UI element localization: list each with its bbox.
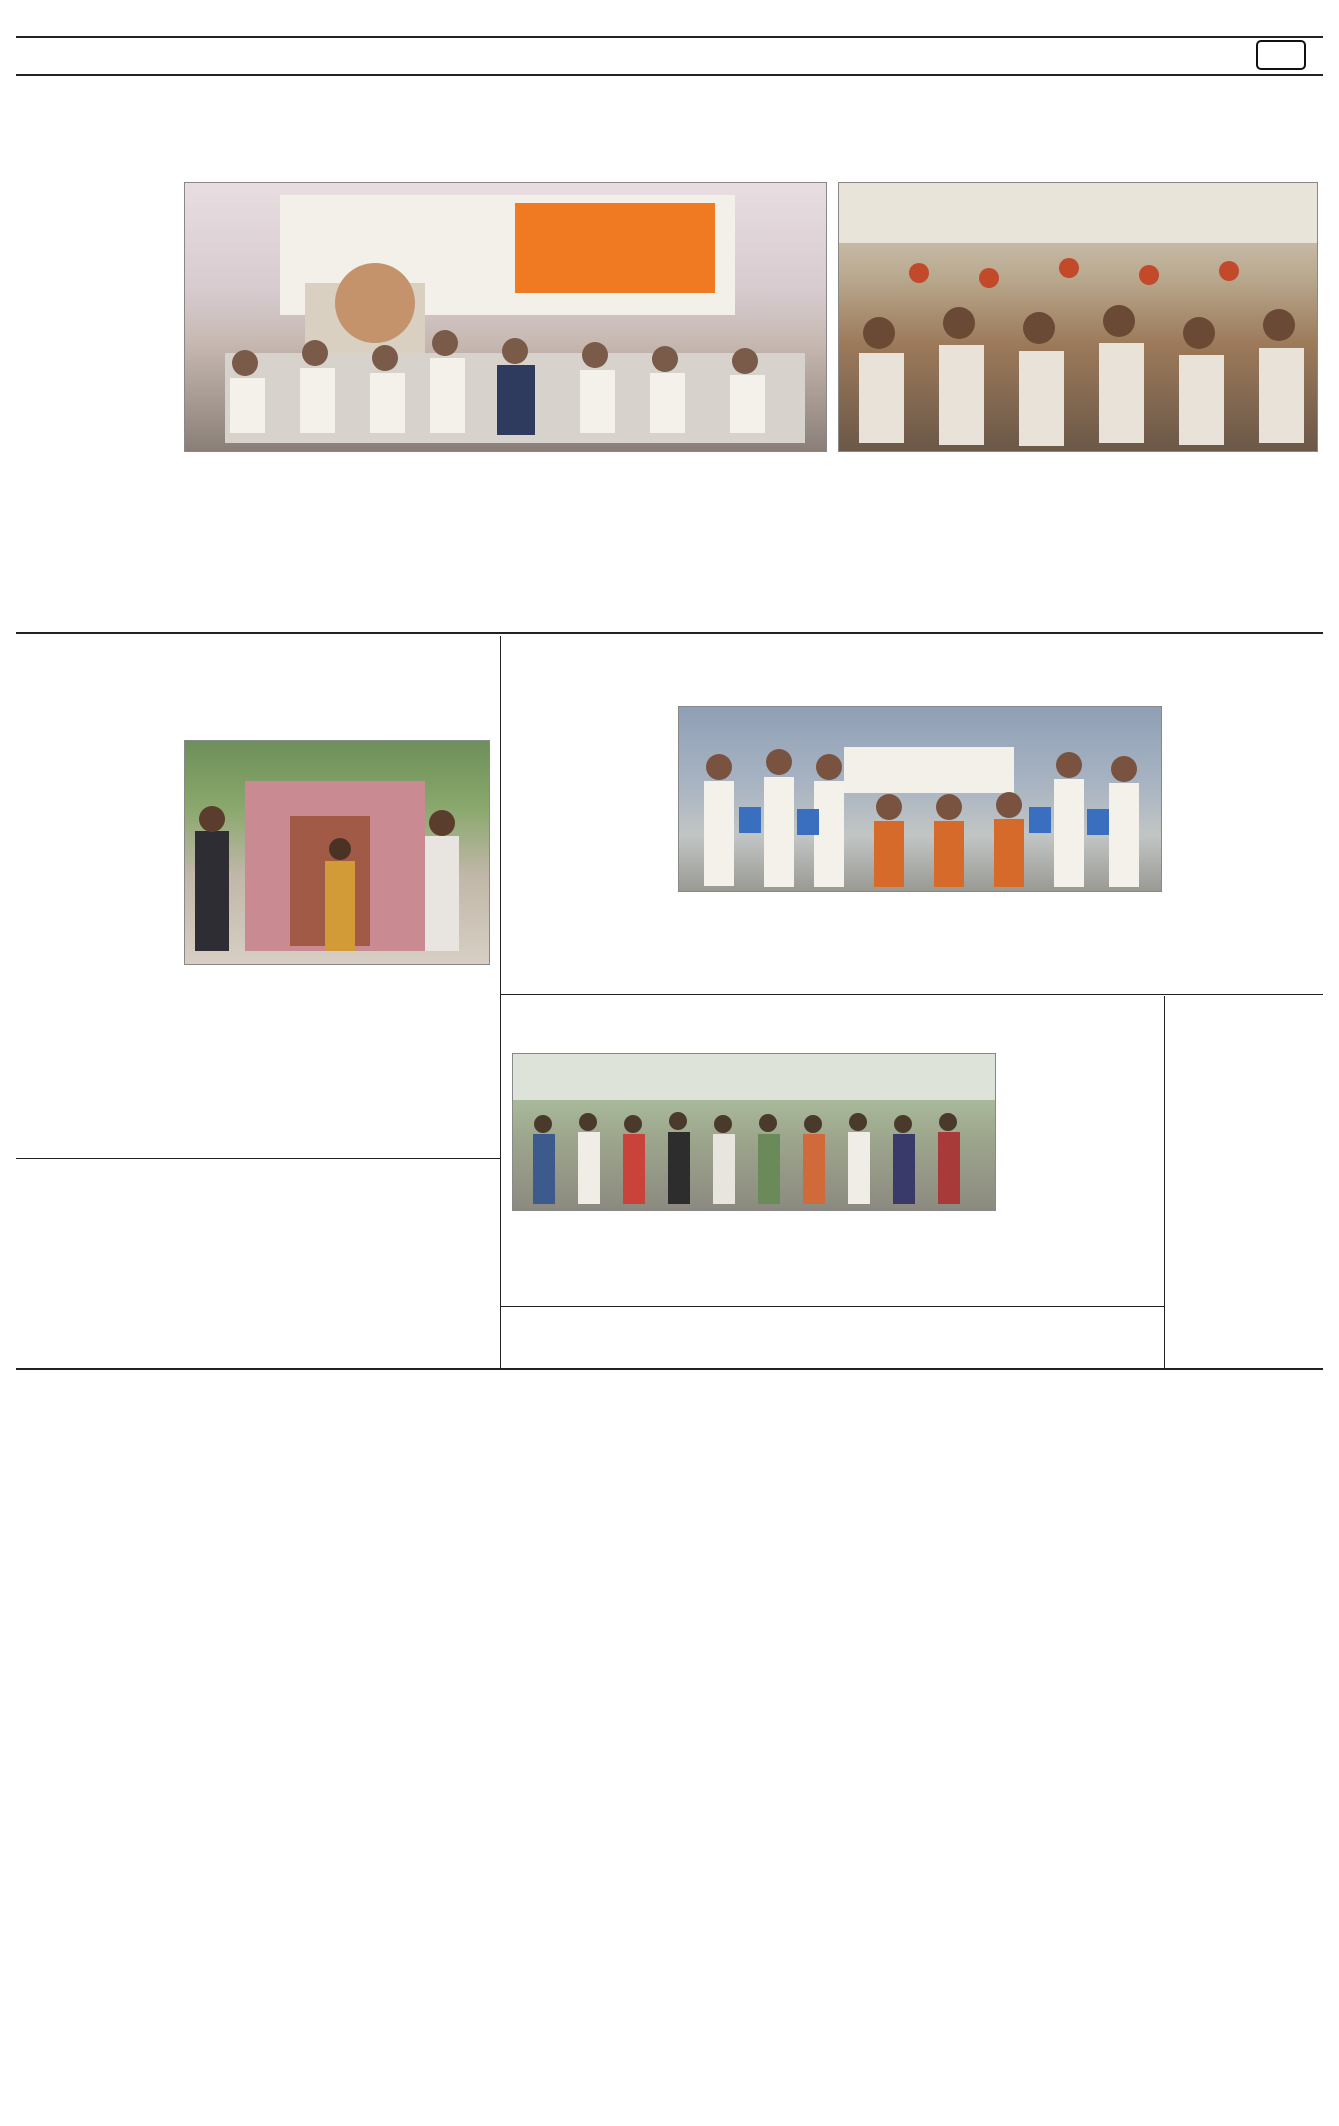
a3-column-3: [844, 895, 996, 987]
a1-column-6: [838, 455, 990, 605]
a1-column-8: [1164, 455, 1319, 605]
a2-photo-house-art: [185, 741, 490, 965]
a3-photo-distribution: [678, 706, 1162, 892]
a1-column-7: [1001, 455, 1153, 605]
a6-column-1: [20, 1268, 254, 1364]
a3-column-4: [1010, 895, 1162, 987]
vertical-divider-gold: [1164, 996, 1165, 1368]
a4-column-4: [1006, 1053, 1158, 1300]
section-divider-a4: [500, 1306, 1164, 1307]
a1-column-4: [510, 455, 662, 605]
a4-photo-villagers-art: [513, 1054, 996, 1211]
a2-column-2: [184, 968, 331, 1150]
a1-photo-audience: [838, 182, 1318, 452]
section-divider-a2: [16, 1158, 500, 1159]
a5-column-1: [1172, 1082, 1319, 1370]
a1-column-1: [20, 206, 174, 604]
page-number: [1256, 40, 1306, 70]
a1-column-3: [347, 455, 499, 605]
a2-column-1: [20, 764, 170, 1150]
a1-photo-stage: [184, 182, 827, 452]
vertical-divider-1: [500, 636, 501, 1368]
a4-column-2: [678, 1214, 830, 1300]
section-divider-a3: [500, 994, 1323, 995]
a3-column-2: [678, 895, 830, 987]
a1-column-5: [674, 455, 826, 605]
a2-column-3: [343, 968, 491, 1150]
section-divider-2: [16, 1368, 1323, 1370]
a2-photo-house: [184, 740, 490, 965]
a1-photo-audience-art: [839, 183, 1318, 452]
a4-photo-villagers: [512, 1053, 996, 1211]
masthead-bottom-rule: [16, 74, 1323, 76]
a1-column-2: [184, 455, 336, 605]
section-divider-1: [16, 632, 1323, 634]
a6-column-2: [266, 1246, 494, 1364]
a3-column-5: [1170, 706, 1319, 987]
a4-column-1: [512, 1236, 672, 1300]
a1-photo-stage-art: [185, 183, 827, 452]
masthead-top-rule: [16, 36, 1323, 38]
a4-column-3: [844, 1214, 996, 1300]
a3-photo-distribution-art: [679, 707, 1162, 892]
a3-column-1: [512, 730, 668, 986]
